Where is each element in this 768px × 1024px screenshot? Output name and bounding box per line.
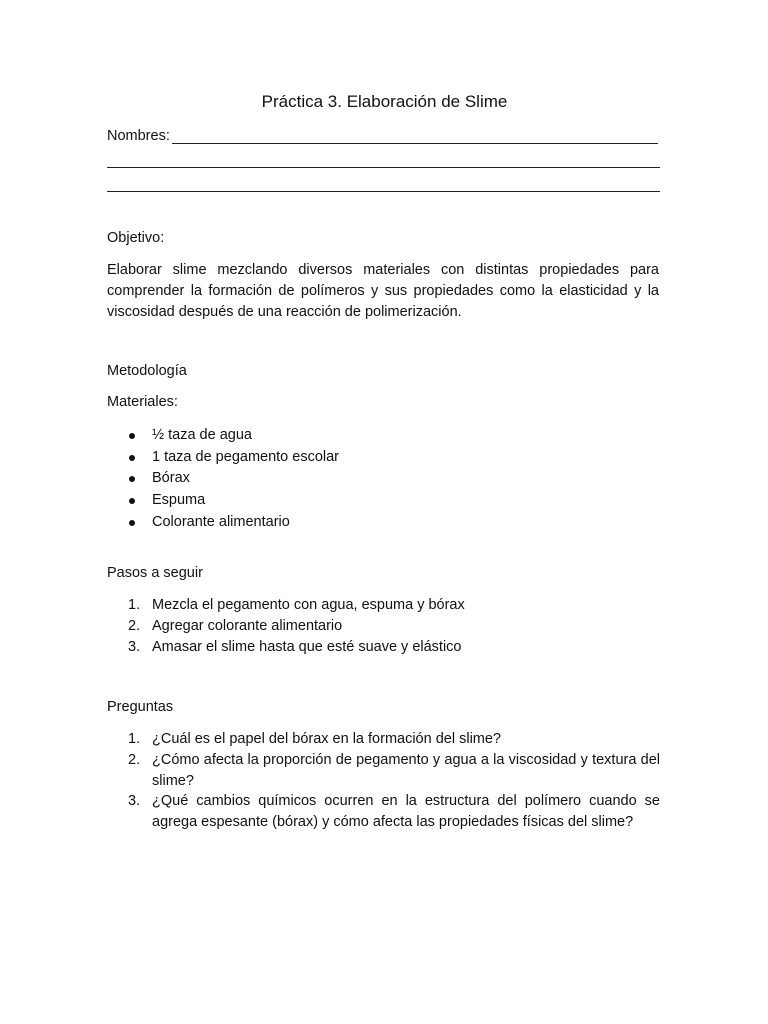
list-item: 1. ¿Cuál es el papel del bórax en la formación del slime? xyxy=(128,731,501,747)
list-item: 3. ¿Qué cambios químicos ocurren en la estructura del polímero cuando se agrega espesante (bórax) y cómo afecta las propiedades físicas del slime? xyxy=(128,793,660,831)
steps-label: Pasos a seguir xyxy=(107,565,203,581)
questions-list xyxy=(107,729,662,833)
names-section xyxy=(107,126,662,192)
steps-list xyxy=(107,595,662,657)
bullet-icon xyxy=(129,433,135,439)
names-row xyxy=(107,126,662,144)
names-blank-line-3 xyxy=(107,168,660,192)
list-item: Espuma xyxy=(107,490,339,512)
list-item: 1 taza de pegamento escolar xyxy=(107,447,339,469)
list-item: 1. Mezcla el pegamento con agua, espuma y bórax xyxy=(128,597,465,613)
materials-list xyxy=(107,425,339,533)
list-item: 2. Agregar colorante alimentario xyxy=(128,617,343,634)
list-item: ½ taza de agua xyxy=(107,425,339,447)
bullet-icon xyxy=(129,455,135,461)
objective-label: Objetivo: xyxy=(107,230,165,246)
names-blank-line-2 xyxy=(107,144,660,168)
questions-label: Preguntas xyxy=(107,699,174,715)
document-title: Práctica 3. Elaboración de Slime xyxy=(261,92,508,111)
list-item: 2. ¿Cómo afecta la proporción de pegamento y agua a la viscosidad y textura del slime? xyxy=(128,751,660,789)
objective-text: Elaborar slime mezclando diversos materiales con distintas propiedades para comprender la formación de polímeros y sus propiedades como la elasticidad y la viscosidad después de una reacción de polimerización. xyxy=(107,262,659,320)
list-item: 3. Amasar el slime hasta que esté suave y elástico xyxy=(128,638,462,655)
list-item: Colorante alimentario xyxy=(107,512,339,534)
methodology-label: Metodología xyxy=(107,363,187,379)
bullet-icon xyxy=(129,498,135,504)
names-blank-line xyxy=(172,129,658,144)
bullet-icon xyxy=(129,520,135,526)
bullet-icon xyxy=(129,476,135,482)
materials-label: Materiales: xyxy=(107,394,178,410)
document-page xyxy=(107,0,662,1024)
names-label: Nombres: xyxy=(107,128,170,144)
list-item: Bórax xyxy=(107,468,339,490)
